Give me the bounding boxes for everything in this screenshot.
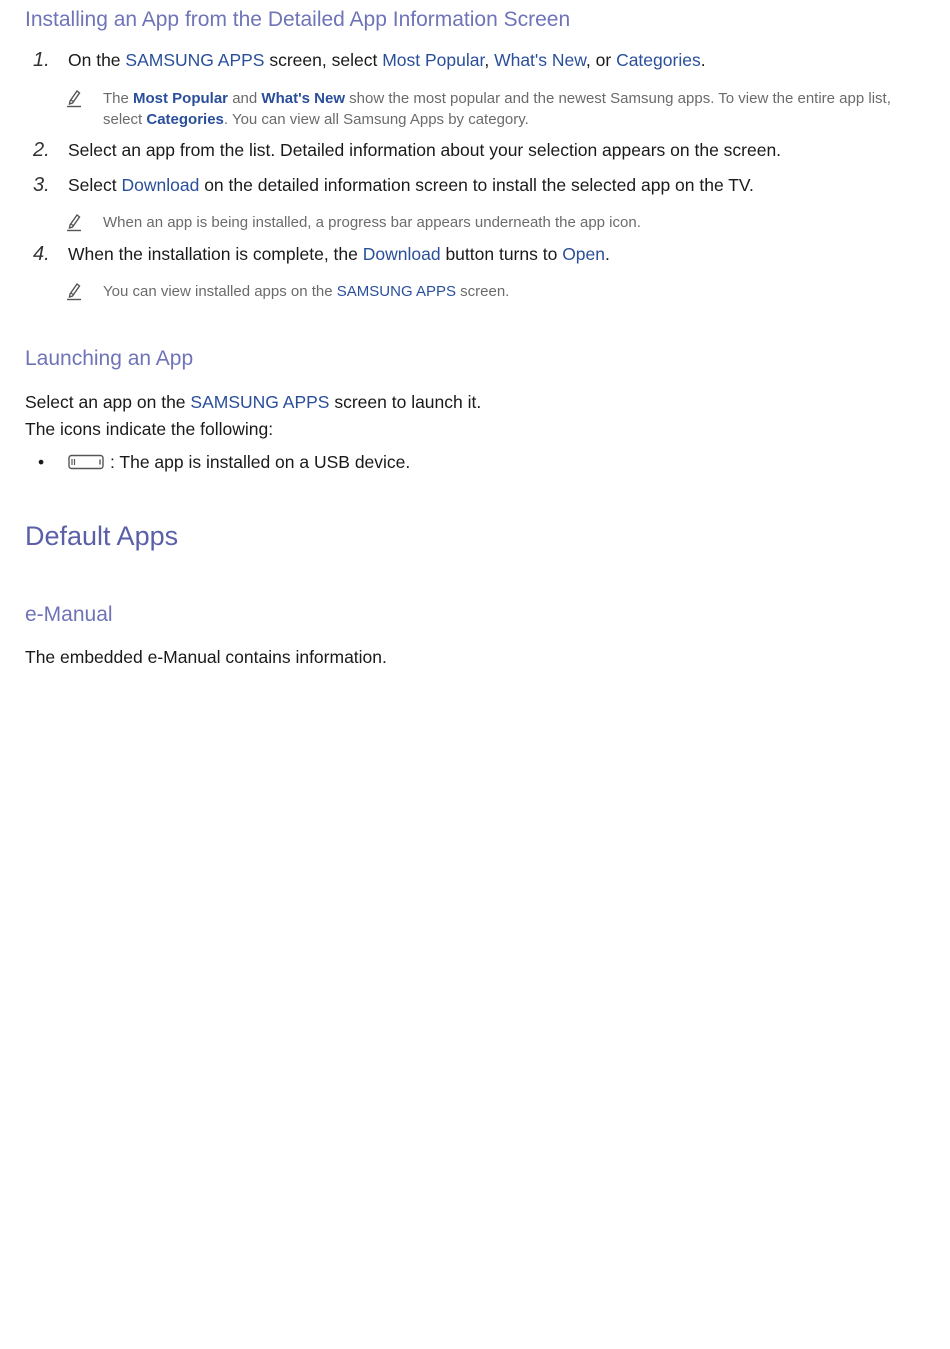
usb-device-icon: [68, 454, 104, 470]
text-run: Select an app on the: [25, 392, 191, 412]
launch-paragraph: [25, 390, 481, 414]
keyword-categories: Categories: [616, 50, 701, 70]
text-run: .: [605, 244, 610, 264]
step-number: 4.: [33, 243, 50, 265]
e-manual-paragraph: The embedded e-Manual contains information.: [25, 647, 387, 667]
text-run: Select: [68, 175, 122, 195]
text-run: . You can view all Samsung Apps by category.: [223, 111, 529, 128]
keyword-whats-new: What's New: [494, 50, 586, 70]
keyword-samsung-apps: SAMSUNG APPS: [336, 283, 456, 300]
keyword-categories: Categories: [146, 111, 224, 128]
text-run: and: [228, 90, 262, 107]
text-run: When the installation is complete, the: [68, 244, 363, 264]
text-run: screen, select: [264, 50, 383, 70]
keyword-samsung-apps: SAMSUNG APPS: [125, 50, 265, 70]
heading-e-manual: e-Manual: [25, 603, 113, 626]
keyword-most-popular: Most Popular: [382, 50, 485, 70]
text-run: screen.: [455, 283, 510, 300]
bullet-mark: •: [38, 452, 45, 472]
keyword-open: Open: [562, 244, 605, 264]
text-run: on the detailed information screen to install the selected app on the TV.: [199, 175, 754, 195]
step-text: Select an app from the list. Detailed information about your selection appears on the screen.: [68, 140, 782, 160]
step-text: [68, 48, 706, 72]
pencil-note-icon: [66, 88, 82, 108]
pencil-note-icon: [66, 212, 82, 232]
keyword-whats-new: What's New: [261, 90, 345, 107]
keyword-samsung-apps: SAMSUNG APPS: [190, 392, 330, 412]
step-text: [68, 173, 754, 197]
keyword-download: Download: [362, 244, 441, 264]
heading-installing-app: Installing an App from the Detailed App Information Screen: [25, 8, 571, 31]
text-run: button turns to: [440, 244, 563, 264]
heading-launching-app: Launching an App: [25, 347, 194, 370]
note-text: [103, 88, 893, 130]
bullet-text: : The app is installed on a USB device.: [110, 452, 411, 472]
icons-intro-paragraph: The icons indicate the following:: [25, 419, 274, 439]
text-run: On the: [68, 50, 126, 70]
note-text: When an app is being installed, a progress bar appears underneath the app icon.: [103, 214, 641, 231]
text-run: show the most popular and the newest Samsung apps. To view the entire app list, select: [103, 90, 891, 128]
keyword-most-popular: Most Popular: [133, 90, 229, 107]
heading-default-apps: Default Apps: [25, 521, 179, 551]
text-run: You can view installed apps on the: [103, 283, 337, 300]
text-run: ,: [484, 50, 495, 70]
pencil-note-icon: [66, 281, 82, 301]
step-text: [68, 242, 610, 266]
step-number: 2.: [33, 139, 50, 161]
text-run: , or: [585, 50, 617, 70]
keyword-download: Download: [121, 175, 200, 195]
note-text: [103, 281, 893, 302]
step-number: 3.: [33, 174, 50, 196]
step-number: 1.: [33, 49, 50, 71]
text-run: .: [700, 50, 706, 70]
text-run: The: [103, 90, 134, 107]
text-run: screen to launch it.: [329, 392, 482, 412]
